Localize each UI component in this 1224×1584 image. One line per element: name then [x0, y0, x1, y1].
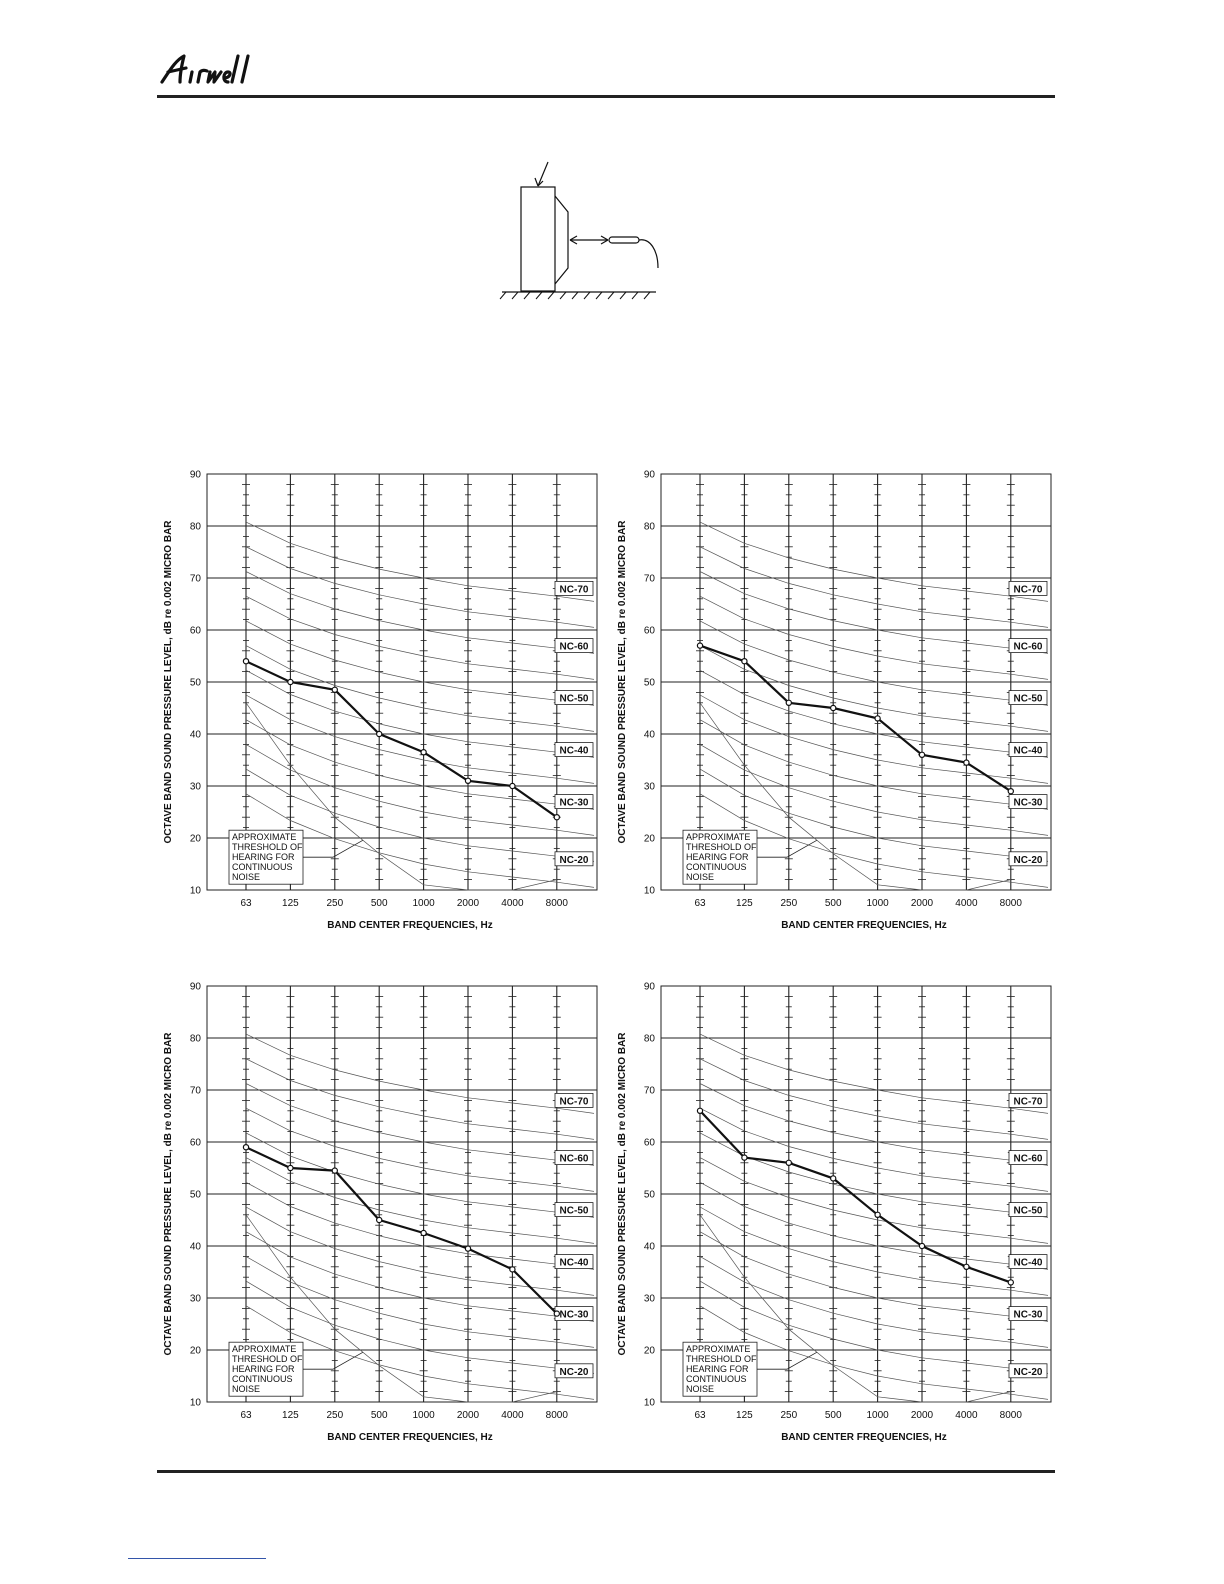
x-tick-label: 250 [326, 898, 344, 909]
x-tick-label: 500 [370, 898, 388, 909]
y-axis-title: OCTAVE BAND SOUND PRESSURE LEVEL, dB re 0.002 MICRO BAR [617, 1032, 628, 1356]
y-tick-label: 60 [189, 1137, 201, 1149]
nc-chart-3 [150, 974, 610, 1464]
nc-curve [246, 1207, 594, 1295]
data-series-line [246, 1147, 557, 1313]
data-point [786, 1160, 791, 1165]
data-point [875, 716, 880, 721]
y-tick-label: 30 [189, 781, 201, 793]
data-series-line [246, 661, 557, 817]
annotation-line: CONTINUOUS [232, 862, 293, 873]
data-point [697, 643, 702, 648]
y-tick-label: 60 [643, 1137, 655, 1149]
footer-rule-thick [157, 1470, 1055, 1473]
nc-label: NC-70 [1013, 584, 1043, 596]
annotation-line: HEARING FOR [232, 1364, 295, 1375]
measurement-diagram [498, 158, 666, 300]
y-tick-label: 90 [643, 981, 655, 993]
nc-curve [246, 1059, 594, 1140]
nc-chart-4 [604, 974, 1064, 1464]
nc-curve [700, 670, 1048, 757]
nc-label: NC-20 [559, 854, 589, 866]
nc-curve [246, 1108, 594, 1191]
y-tick-label: 40 [643, 1241, 655, 1253]
nc-curve [700, 572, 1048, 654]
y-tick-label: 80 [189, 521, 201, 533]
annotation-line: APPROXIMATE [232, 1344, 297, 1355]
nc-label: NC-30 [1013, 1309, 1043, 1321]
footer-link-rule [128, 1558, 266, 1559]
annotation-line: NOISE [686, 1384, 715, 1395]
nc-label: NC-40 [559, 1257, 589, 1269]
nc-label: NC-50 [1013, 1205, 1043, 1217]
nc-label: NC-40 [1013, 745, 1043, 757]
y-tick-label: 90 [643, 469, 655, 481]
x-tick-label: 500 [824, 898, 842, 909]
annotation-line: CONTINUOUS [686, 862, 747, 873]
annotation-line: HEARING FOR [232, 852, 295, 863]
x-tick-label: 2000 [456, 898, 480, 909]
data-point [742, 1155, 747, 1160]
nc-label: NC-70 [559, 1096, 589, 1108]
nc-curve [246, 695, 594, 783]
annotation-line: NOISE [232, 872, 261, 883]
y-tick-label: 30 [189, 1293, 201, 1305]
nc-curve [700, 1256, 1048, 1347]
nc-curve [700, 1182, 1048, 1269]
y-axis-title: OCTAVE BAND SOUND PRESSURE LEVEL, dB re 0.002 MICRO BAR [163, 1032, 174, 1356]
nc-curve [700, 547, 1048, 628]
x-tick-label: 1000 [866, 1410, 889, 1421]
nc-curve [700, 1158, 1048, 1244]
data-point [421, 750, 426, 755]
data-point [421, 1230, 426, 1235]
nc-curve [246, 572, 594, 654]
data-point [465, 1246, 470, 1251]
x-tick-label: 250 [326, 1410, 344, 1421]
x-tick-label: 4000 [501, 1410, 524, 1421]
nc-curve [246, 1084, 594, 1166]
x-tick-label: 63 [694, 1410, 706, 1421]
annotation-line: THRESHOLD OF [686, 842, 757, 853]
data-point [919, 752, 924, 757]
nc-curve [700, 1084, 1048, 1166]
data-point [742, 659, 747, 664]
x-tick-label: 63 [240, 1410, 252, 1421]
annotation-line: THRESHOLD OF [686, 1354, 757, 1365]
y-tick-label: 20 [643, 1345, 655, 1357]
nc-curve [246, 646, 594, 732]
nc-curve [700, 596, 1048, 679]
y-tick-label: 70 [189, 573, 201, 585]
nc-chart-1-svg [150, 462, 610, 952]
nc-label: NC-60 [1013, 641, 1043, 653]
annotation-line: APPROXIMATE [232, 832, 297, 843]
data-point [288, 679, 293, 684]
y-tick-label: 70 [189, 1085, 201, 1097]
nc-curve [700, 1059, 1048, 1140]
airwell-logo-icon [158, 52, 278, 92]
y-tick-label: 10 [189, 1397, 201, 1409]
x-tick-label: 250 [780, 1410, 798, 1421]
x-tick-label: 250 [780, 898, 798, 909]
annotation-line: HEARING FOR [686, 1364, 749, 1375]
nc-curve [700, 522, 1048, 601]
nc-curve [700, 744, 1048, 835]
y-tick-label: 80 [189, 1033, 201, 1045]
y-tick-label: 10 [643, 885, 655, 897]
nc-label: NC-70 [559, 584, 589, 596]
y-tick-label: 70 [643, 1085, 655, 1097]
y-tick-label: 60 [643, 625, 655, 637]
nc-label: NC-50 [559, 693, 589, 705]
y-tick-label: 80 [643, 521, 655, 533]
nc-chart-2 [604, 462, 1064, 952]
y-tick-label: 40 [189, 729, 201, 741]
nc-label: NC-40 [1013, 1257, 1043, 1269]
nc-curve [246, 522, 594, 601]
nc-label: NC-20 [1013, 1366, 1043, 1378]
y-tick-label: 30 [643, 781, 655, 793]
x-tick-label: 8000 [999, 1410, 1022, 1421]
data-point [554, 1311, 559, 1316]
y-tick-label: 20 [189, 833, 201, 845]
nc-label: NC-30 [559, 1309, 589, 1321]
annotation-line: CONTINUOUS [686, 1374, 747, 1385]
nc-curve [700, 695, 1048, 783]
x-tick-label: 125 [736, 898, 753, 909]
x-axis-title: BAND CENTER FREQUENCIES, Hz [781, 920, 947, 931]
x-tick-label: 1000 [412, 898, 435, 909]
nc-label: NC-60 [559, 641, 589, 653]
data-point [243, 659, 248, 664]
data-point [243, 1145, 248, 1150]
x-tick-label: 500 [824, 1410, 842, 1421]
x-tick-label: 8000 [545, 1410, 568, 1421]
data-point [875, 1212, 880, 1217]
data-point [510, 1267, 515, 1272]
y-tick-label: 50 [189, 677, 201, 689]
x-tick-label: 4000 [501, 898, 524, 909]
data-point [465, 778, 470, 783]
y-tick-label: 40 [189, 1241, 201, 1253]
x-tick-label: 1000 [412, 1410, 435, 1421]
annotation-line: NOISE [232, 1384, 261, 1395]
data-point [1008, 1280, 1013, 1285]
x-tick-label: 125 [736, 1410, 753, 1421]
x-tick-label: 2000 [910, 898, 934, 909]
nc-label: NC-40 [559, 745, 589, 757]
x-tick-label: 2000 [910, 1410, 934, 1421]
data-point [554, 815, 559, 820]
nc-curve [700, 1108, 1048, 1191]
measurement-setup-diagram [498, 158, 666, 300]
airwell-logo [158, 52, 278, 92]
x-tick-label: 8000 [999, 898, 1022, 909]
y-tick-label: 90 [189, 981, 201, 993]
data-point [332, 1168, 337, 1173]
nc-label: NC-70 [1013, 1096, 1043, 1108]
y-tick-label: 50 [189, 1189, 201, 1201]
data-point [697, 1108, 702, 1113]
y-tick-label: 50 [643, 677, 655, 689]
nc-label: NC-60 [559, 1153, 589, 1165]
nc-label: NC-20 [1013, 854, 1043, 866]
x-axis-title: BAND CENTER FREQUENCIES, Hz [781, 1432, 947, 1443]
x-tick-label: 125 [282, 1410, 299, 1421]
data-point [831, 1176, 836, 1181]
data-point [831, 705, 836, 710]
nc-label: NC-50 [1013, 693, 1043, 705]
nc-curve [246, 1158, 594, 1244]
y-tick-label: 80 [643, 1033, 655, 1045]
annotation-line: THRESHOLD OF [232, 1354, 303, 1365]
nc-chart-4-svg [604, 974, 1064, 1464]
nc-label: NC-30 [1013, 797, 1043, 809]
data-point [964, 760, 969, 765]
nc-curve [700, 1207, 1048, 1295]
data-point [377, 731, 382, 736]
y-axis-title: OCTAVE BAND SOUND PRESSURE LEVEL, dB re 0.002 MICRO BAR [163, 520, 174, 844]
nc-curve [246, 596, 594, 679]
header-rule [157, 95, 1055, 98]
x-axis-title: BAND CENTER FREQUENCIES, Hz [327, 920, 493, 931]
data-point [1008, 789, 1013, 794]
annotation-line: APPROXIMATE [686, 1344, 751, 1355]
x-axis-title: BAND CENTER FREQUENCIES, Hz [327, 1432, 493, 1443]
y-tick-label: 70 [643, 573, 655, 585]
nc-curve [246, 1182, 594, 1269]
x-tick-label: 8000 [545, 898, 568, 909]
y-axis-title: OCTAVE BAND SOUND PRESSURE LEVEL, dB re 0.002 MICRO BAR [617, 520, 628, 844]
nc-label: NC-50 [559, 1205, 589, 1217]
x-tick-label: 63 [694, 898, 706, 909]
x-tick-label: 4000 [955, 898, 978, 909]
y-tick-label: 10 [189, 885, 201, 897]
x-tick-label: 1000 [866, 898, 889, 909]
nc-label: NC-30 [559, 797, 589, 809]
data-point [332, 687, 337, 692]
annotation-line: THRESHOLD OF [232, 842, 303, 853]
y-tick-label: 20 [643, 833, 655, 845]
y-tick-label: 50 [643, 1189, 655, 1201]
nc-curve [246, 547, 594, 628]
y-tick-label: 10 [643, 1397, 655, 1409]
x-tick-label: 63 [240, 898, 252, 909]
data-point [510, 783, 515, 788]
data-point [288, 1165, 293, 1170]
y-tick-label: 20 [189, 1345, 201, 1357]
nc-curve [700, 1034, 1048, 1113]
x-tick-label: 4000 [955, 1410, 978, 1421]
annotation-line: APPROXIMATE [686, 832, 751, 843]
nc-chart-3-svg [150, 974, 610, 1464]
y-tick-label: 40 [643, 729, 655, 741]
nc-chart-2-svg [604, 462, 1064, 952]
annotation-line: NOISE [686, 872, 715, 883]
y-tick-label: 90 [189, 469, 201, 481]
nc-chart-1 [150, 462, 610, 952]
y-tick-label: 60 [189, 625, 201, 637]
x-tick-label: 500 [370, 1410, 388, 1421]
data-point [964, 1264, 969, 1269]
annotation-line: CONTINUOUS [232, 1374, 293, 1385]
data-point [786, 700, 791, 705]
nc-curve [246, 1034, 594, 1113]
nc-label: NC-20 [559, 1366, 589, 1378]
data-point [377, 1217, 382, 1222]
data-series-line [700, 646, 1011, 792]
x-tick-label: 125 [282, 898, 299, 909]
y-tick-label: 30 [643, 1293, 655, 1305]
annotation-line: HEARING FOR [686, 852, 749, 863]
nc-curve [246, 744, 594, 835]
data-point [919, 1243, 924, 1248]
nc-label: NC-60 [1013, 1153, 1043, 1165]
nc-curve [246, 1256, 594, 1347]
x-tick-label: 2000 [456, 1410, 480, 1421]
